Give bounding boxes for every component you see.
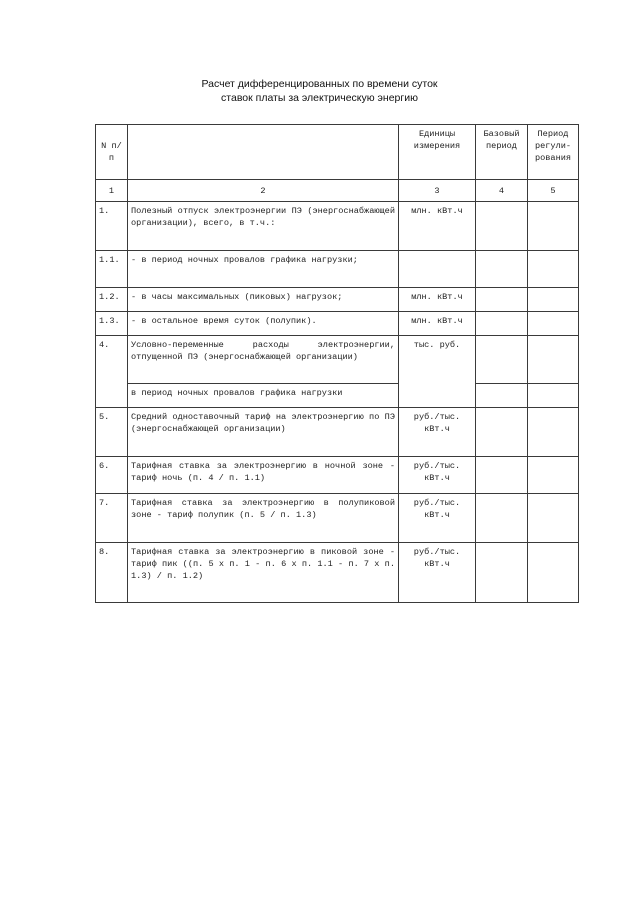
row-base-value bbox=[476, 543, 528, 603]
row-base-value bbox=[476, 288, 528, 312]
header-unit: Единицы измерения bbox=[399, 125, 476, 180]
row-description: Условно-переменные расходы электроэнергии, отпущенной ПЭ (энергоснабжающей организации) bbox=[128, 336, 399, 384]
header-num-text: N п/п bbox=[101, 141, 122, 163]
row-description: - в остальное время суток (полупик). bbox=[128, 312, 399, 336]
row-regulation-value bbox=[528, 457, 579, 494]
row-number: 7. bbox=[96, 494, 128, 543]
row-unit: руб./тыс. кВт.ч bbox=[399, 494, 476, 543]
row-number: 1.3. bbox=[96, 312, 128, 336]
tariff-table bbox=[95, 124, 579, 603]
table-row bbox=[96, 384, 579, 408]
row-number: 1.1. bbox=[96, 251, 128, 288]
table-row bbox=[96, 543, 579, 603]
row-number: 1. bbox=[96, 202, 128, 251]
column-number-row bbox=[96, 180, 579, 202]
header-desc bbox=[128, 125, 399, 180]
column-number: 3 bbox=[399, 180, 476, 202]
row-description: Полезный отпуск электроэнергии ПЭ (энергоснабжающей организации), всего, в т.ч.: bbox=[128, 202, 399, 251]
table-row bbox=[96, 251, 579, 288]
document-title bbox=[0, 77, 639, 105]
row-unit: млн. кВт.ч bbox=[399, 312, 476, 336]
header-num bbox=[96, 125, 128, 180]
row-description: - в период ночных провалов графика нагрузки; bbox=[128, 251, 399, 288]
row-unit: руб./тыс. кВт.ч bbox=[399, 408, 476, 457]
row-number: 5. bbox=[96, 408, 128, 457]
row-regulation-value bbox=[528, 494, 579, 543]
row-base-value bbox=[476, 202, 528, 251]
row-regulation-value bbox=[528, 543, 579, 603]
table-row bbox=[96, 288, 579, 312]
table-row bbox=[96, 202, 579, 251]
table-row bbox=[96, 494, 579, 543]
column-number: 1 bbox=[96, 180, 128, 202]
row-regulation-value bbox=[528, 251, 579, 288]
column-number: 4 bbox=[476, 180, 528, 202]
row-number: 6. bbox=[96, 457, 128, 494]
row-regulation-value bbox=[528, 312, 579, 336]
row-number: 4. bbox=[96, 336, 128, 408]
row-base-value bbox=[476, 251, 528, 288]
row-unit: млн. кВт.ч bbox=[399, 288, 476, 312]
table-row bbox=[96, 408, 579, 457]
table-row bbox=[96, 336, 579, 384]
title-line-2: ставок платы за электрическую энергию bbox=[221, 92, 418, 104]
row-description: в период ночных провалов графика нагрузки bbox=[128, 384, 399, 408]
row-base-value bbox=[476, 494, 528, 543]
row-description: - в часы максимальных (пиковых) нагрузок; bbox=[128, 288, 399, 312]
row-number: 8. bbox=[96, 543, 128, 603]
row-regulation-value bbox=[528, 202, 579, 251]
row-unit: руб./тыс. кВт.ч bbox=[399, 457, 476, 494]
row-base-value bbox=[476, 384, 528, 408]
row-base-value bbox=[476, 336, 528, 384]
row-number: 1.2. bbox=[96, 288, 128, 312]
row-regulation-value bbox=[528, 408, 579, 457]
row-regulation-value bbox=[528, 384, 579, 408]
row-unit bbox=[399, 251, 476, 288]
header-row bbox=[96, 125, 579, 180]
table-row bbox=[96, 457, 579, 494]
row-description: Тарифная ставка за электроэнергию в ночной зоне - тариф ночь (п. 4 / п. 1.1) bbox=[128, 457, 399, 494]
row-unit: руб./тыс. кВт.ч bbox=[399, 543, 476, 603]
row-base-value bbox=[476, 408, 528, 457]
header-base-period: Базовый период bbox=[476, 125, 528, 180]
row-base-value bbox=[476, 457, 528, 494]
row-description: Тарифная ставка за электроэнергию в полупиковой зоне - тариф полупик (п. 5 / п. 1.3) bbox=[128, 494, 399, 543]
row-description: Средний одноставочный тариф на электроэнергию по ПЭ (энергоснабжающей организации) bbox=[128, 408, 399, 457]
row-regulation-value bbox=[528, 288, 579, 312]
row-unit: млн. кВт.ч bbox=[399, 202, 476, 251]
title-line-1: Расчет дифференцированных по времени суток bbox=[201, 78, 438, 90]
row-regulation-value bbox=[528, 336, 579, 384]
table-row bbox=[96, 312, 579, 336]
row-base-value bbox=[476, 312, 528, 336]
column-number: 2 bbox=[128, 180, 399, 202]
row-description: Тарифная ставка за электроэнергию в пиковой зоне - тариф пик ((п. 5 x п. 1 - п. 6 x п. 1.1 - п. 7 x п. 1.3) / п. 1.2) bbox=[128, 543, 399, 603]
column-number: 5 bbox=[528, 180, 579, 202]
row-unit: тыс. руб. bbox=[399, 336, 476, 408]
header-regulation-period: Период регули-рования bbox=[528, 125, 579, 180]
